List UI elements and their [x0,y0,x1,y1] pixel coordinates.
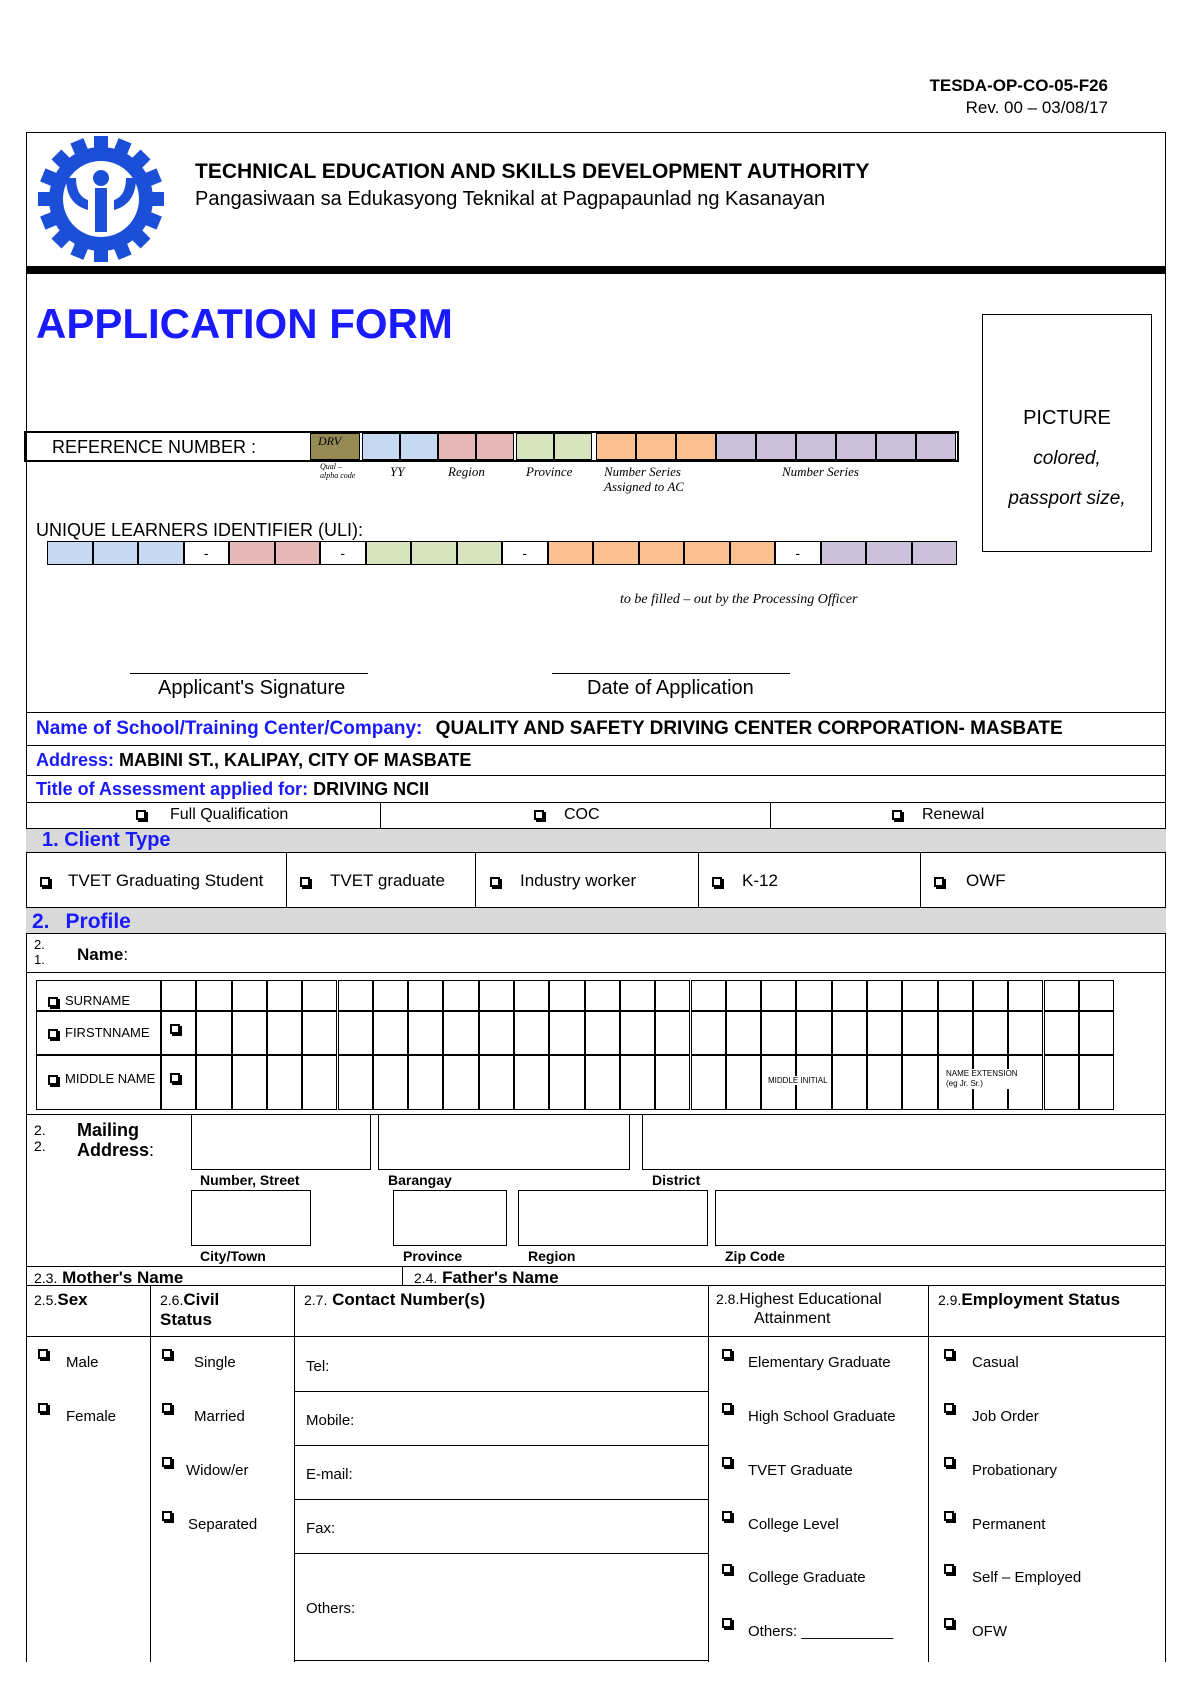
emp-ofw[interactable]: OFW [944,1614,1007,1631]
ref-number-cell[interactable] [596,433,636,460]
row-line [26,1336,1166,1337]
ref-number-cell[interactable] [756,433,796,460]
name-letter-cell[interactable] [726,1055,761,1110]
ref-number-cell[interactable] [916,433,956,460]
edu-tvet[interactable]: TVET Graduate [722,1453,853,1470]
name-letter-cell[interactable] [408,1011,443,1055]
checkbox-icon[interactable] [162,1511,172,1521]
name-letter-cell[interactable] [232,1011,267,1055]
option-full-qualification[interactable]: Full Qualification [136,806,288,824]
uli-cell[interactable] [138,541,184,565]
name-letter-cell[interactable] [585,1011,620,1055]
name-letter-cell[interactable] [761,980,796,1011]
uli-dash: - [502,541,548,565]
name-letter-cell[interactable] [549,980,584,1011]
education-header: 2.8.Highest Educational Attainment [716,1291,882,1327]
name-letter-cell[interactable] [232,1055,267,1110]
client-tvet-graduating[interactable]: TVET Graduating Student [40,871,263,891]
uli-cell[interactable] [912,541,958,565]
name-letter-cell[interactable] [338,1055,373,1110]
checkbox-icon[interactable] [934,877,944,887]
picture-label: PICTURE [1023,407,1111,429]
row-line [294,1391,708,1392]
contact-fax: Fax: [306,1520,336,1537]
name-letter-cell[interactable] [373,1055,408,1110]
name-letter-cell[interactable] [161,980,196,1011]
agency-subname: Pangasiwaan sa Edukasyong Teknikal at Pagpapaunlad ng Kasanayan [195,188,826,210]
checkbox-icon[interactable] [944,1618,954,1628]
province-label: Province [403,1248,463,1264]
name-letter-cell[interactable] [338,980,373,1011]
checkbox-icon[interactable] [722,1564,732,1574]
row-line [294,1499,708,1500]
ref-number-cell[interactable] [516,433,554,460]
name-letter-cell[interactable] [832,980,867,1011]
sex-header: 2.5.Sex [34,1290,88,1309]
name-letter-cell[interactable] [1079,1055,1114,1110]
name-letter-cell[interactable] [585,980,620,1011]
civil-married[interactable]: Married [162,1399,245,1416]
checkbox-icon[interactable] [162,1403,172,1413]
school-value: QUALITY AND SAFETY DRIVING CENTER CORPORATION- MASBATE [435,718,1063,739]
name-letter-cell[interactable] [620,1055,655,1110]
mailing-num: 2. 2. [34,1122,46,1154]
name-letter-cell[interactable] [1044,980,1079,1011]
name-letter-cell[interactable] [267,980,302,1011]
edu-highschool[interactable]: High School Graduate [722,1399,896,1416]
ref-number-cell[interactable] [362,433,400,460]
name-letter-cell[interactable] [514,980,549,1011]
uli-cell[interactable] [821,541,867,565]
name-letter-cell[interactable] [479,980,514,1011]
tel-input[interactable] [296,1394,706,1442]
profile-band [26,907,1166,934]
picture-colored: colored, [1033,448,1101,469]
civil-single[interactable]: Single [162,1345,236,1362]
client-type-heading: 1. Client Type [42,829,171,851]
emp-self-employed[interactable]: Self – Employed [944,1560,1081,1577]
assessment-row [36,779,429,800]
caption-province: Province [526,464,573,479]
name-letter-cell[interactable] [514,1055,549,1110]
checkbox-icon [48,997,58,1007]
col-line [380,802,381,828]
name-letter-cell[interactable] [267,1011,302,1055]
name-letter-cell[interactable] [232,980,267,1011]
checkbox-icon[interactable] [490,877,500,887]
uli-dash: - [184,541,230,565]
middle-initial-label: MIDDLE INITIAL [768,1076,828,1085]
emp-probationary[interactable]: Probationary [944,1453,1057,1470]
name-letter-cell[interactable] [549,1011,584,1055]
ref-number-cell[interactable] [876,433,916,460]
col-line [475,853,476,907]
edu-college-graduate[interactable]: College Graduate [722,1560,866,1577]
form-code: TESDA-OP-CO-05-F26 [929,76,1108,95]
reference-prefix: DRV [318,434,342,448]
name-letter-cell[interactable] [302,1011,337,1055]
checkbox-icon[interactable] [722,1511,732,1521]
client-industry-worker[interactable]: Industry worker [490,871,636,891]
name-letter-cell[interactable] [726,980,761,1011]
uli-dash: - [320,541,366,565]
client-owf[interactable]: OWF [934,871,1006,891]
province-field[interactable] [393,1190,507,1246]
row-line [294,1660,708,1661]
region-label: Region [528,1248,576,1264]
name-extension-label: NAME EXTENSION (eg Jr. Sr.) [946,1069,1018,1088]
date-line[interactable] [552,673,790,674]
date-label: Date of Application [587,677,754,699]
name-letter-cell[interactable] [902,1055,937,1110]
name-letter-cell[interactable] [196,980,231,1011]
name-letter-cell[interactable] [796,980,831,1011]
ref-number-cell[interactable] [836,433,876,460]
checkbox-icon[interactable] [534,810,544,820]
name-letter-cell[interactable] [408,1055,443,1110]
col-line [920,853,921,907]
contact-others: Others: [306,1600,356,1617]
edu-others[interactable]: Others: ___________ [722,1614,893,1631]
frame-left [26,132,27,1662]
checkbox-icon [48,1029,58,1039]
ref-number-cell[interactable] [400,433,438,460]
number-street-field[interactable] [191,1114,371,1170]
row-line [26,775,1166,776]
caption-series: Number Series [782,464,859,479]
name-letter-cell[interactable] [832,1011,867,1055]
emp-casual[interactable]: Casual [944,1345,1019,1362]
col-line [150,1285,151,1662]
name-letter-cell[interactable] [691,980,726,1011]
middle-cell-checkbox[interactable] [170,1069,180,1087]
firstname-label: FIRSTNNAME [48,1025,150,1040]
row-line [26,1266,1166,1267]
name-letter-cell[interactable] [373,980,408,1011]
checkbox-icon[interactable] [38,1349,48,1359]
picture-size: passport size, [1008,488,1126,509]
col-line [770,802,771,828]
checkbox-icon[interactable] [712,877,722,887]
name-letter-cell[interactable] [302,980,337,1011]
picture-box[interactable] [982,314,1152,552]
zip-field[interactable] [715,1190,1166,1246]
uli-cell[interactable] [93,541,139,565]
uli-cell[interactable] [366,541,412,565]
ref-number-cell[interactable] [476,433,514,460]
name-letter-cell[interactable] [938,1011,973,1055]
mother-row[interactable]: 2.3. Mother's Name [34,1268,184,1287]
uli-cell[interactable] [229,541,275,565]
sex-female[interactable]: Female [38,1399,116,1416]
name-letter-cell[interactable] [443,980,478,1011]
row-line [294,1553,708,1554]
name-letter-cell[interactable] [867,980,902,1011]
civil-header: 2.6.Civil Status [160,1290,220,1329]
civil-widow[interactable]: Widow/er [162,1453,249,1470]
name-letter-cell[interactable] [267,1055,302,1110]
frame-top [26,132,1166,133]
contact-tel: Tel: [306,1358,330,1375]
uli-cell[interactable] [47,541,93,565]
name-letter-cell[interactable] [443,1011,478,1055]
name-letter-cell[interactable] [1079,1011,1114,1055]
name-letter-cell[interactable] [408,980,443,1011]
name-letter-cell[interactable] [832,1055,867,1110]
checkbox-icon[interactable] [944,1511,954,1521]
name-letter-cell[interactable] [620,1011,655,1055]
signature-line[interactable] [130,673,368,674]
row-line [26,712,1166,713]
name-letter-cell[interactable] [443,1055,478,1110]
name-letter-cell[interactable] [655,1055,690,1110]
ref-number-cell[interactable] [716,433,756,460]
employment-header: 2.9.Employment Status [938,1290,1121,1309]
name-letter-cell[interactable] [902,980,937,1011]
address-label: Address: [36,750,115,770]
city-label: City/Town [200,1248,266,1264]
ref-number-cell[interactable] [676,433,716,460]
ref-number-cell[interactable] [636,433,676,460]
name-letter-cell[interactable] [938,980,973,1011]
caption-series-ac: Number Series Assigned to AC [604,464,684,494]
father-row[interactable]: 2.4. Father's Name [414,1268,559,1287]
name-letter-cell[interactable] [867,1055,902,1110]
contact-email: E-mail: [306,1466,353,1483]
option-renewal[interactable]: Renewal [892,806,984,824]
revision: Rev. 00 – 03/08/17 [965,98,1108,117]
frame-right [1165,132,1166,1662]
name-letter-cell[interactable] [1079,980,1114,1011]
uli-dash: - [775,541,821,565]
ref-number-cell[interactable] [438,433,476,460]
firstname-cell-checkbox[interactable] [170,1020,180,1038]
row-line [26,745,1166,746]
name-letter-cell[interactable] [973,980,1008,1011]
number-street-label: Number, Street [200,1172,300,1188]
checkbox-icon[interactable] [170,1073,180,1083]
edu-college-level[interactable]: College Level [722,1507,839,1524]
signature-label: Applicant's Signature [158,677,346,699]
client-tvet-graduate[interactable]: TVET graduate [300,871,445,891]
name-letter-cell[interactable] [549,1055,584,1110]
checkbox-icon[interactable] [170,1024,180,1034]
col-line [928,1285,929,1662]
checkbox-icon[interactable] [722,1457,732,1467]
ref-number-cell[interactable] [796,433,836,460]
caption-yy: YY [390,464,405,479]
profile-heading: 2. Profile [32,910,131,933]
uli-cell[interactable] [866,541,912,565]
name-letter-cell[interactable] [761,1011,796,1055]
mailing-heading: Mailing Address: [77,1120,155,1160]
edu-elementary[interactable]: Elementary Graduate [722,1345,891,1362]
client-type-band [26,828,1166,853]
name-letter-cell[interactable] [1044,1011,1079,1055]
col-line [402,1266,403,1285]
row-line [26,1285,1166,1286]
checkbox-icon[interactable] [944,1403,954,1413]
district-label: District [652,1172,701,1188]
col-line [294,1285,295,1662]
row-line [294,1445,708,1446]
checkbox-icon[interactable] [944,1457,954,1467]
uli-cell[interactable] [639,541,685,565]
barangay-label: Barangay [388,1172,452,1188]
checkbox-icon [48,1075,58,1085]
barangay-field[interactable] [378,1114,630,1170]
uli-cell[interactable] [275,541,321,565]
assessment-label: Title of Assessment applied for: [36,779,309,799]
name-letter-cell[interactable] [514,1011,549,1055]
name-letter-cell[interactable] [196,1011,231,1055]
name-letter-cell[interactable] [973,1011,1008,1055]
checkbox-icon[interactable] [944,1564,954,1574]
civil-separated[interactable]: Separated [162,1507,257,1524]
name-letter-cell[interactable] [1008,1011,1043,1055]
name-heading: Name: [77,945,129,964]
row-line [26,972,1166,973]
sex-male[interactable]: Male [38,1345,99,1362]
ref-number-cell[interactable] [554,433,592,460]
caption-region: Region [448,464,485,479]
name-letter-cell[interactable] [691,1011,726,1055]
name-letter-cell[interactable] [655,980,690,1011]
contact-header: 2.7. Contact Number(s) [304,1290,486,1309]
uli-cell[interactable] [593,541,639,565]
checkbox-icon[interactable] [722,1349,732,1359]
processing-note: to be filled – out by the Processing Officer [620,592,858,607]
name-num: 2. 1. [34,937,45,967]
checkbox-icon[interactable] [136,810,146,820]
name-letter-cell[interactable] [726,1011,761,1055]
name-letter-cell[interactable] [479,1011,514,1055]
name-letter-cell[interactable] [1044,1055,1079,1110]
contact-mobile: Mobile: [306,1412,355,1429]
uli-cell[interactable] [411,541,457,565]
name-letter-cell[interactable] [867,1011,902,1055]
address-row [36,750,471,771]
checkbox-icon[interactable] [944,1349,954,1359]
checkbox-icon[interactable] [38,1403,48,1413]
checkbox-icon[interactable] [300,877,310,887]
assessment-value: DRIVING NCII [313,779,430,799]
uli-cell[interactable] [684,541,730,565]
name-letter-cell[interactable] [655,1011,690,1055]
surname-label: SURNAME [48,993,130,1008]
middle-label: MIDDLE NAME [48,1070,158,1088]
col-line [286,853,287,907]
emp-job-order[interactable]: Job Order [944,1399,1039,1416]
checkbox-icon[interactable] [162,1457,172,1467]
tesda-gear-logo-icon [36,134,166,264]
uli-cell[interactable] [548,541,594,565]
caption-qual: Qual – alpha code [320,462,356,480]
name-letter-cell[interactable] [1008,980,1043,1011]
school-row [36,718,1063,740]
name-letter-cell[interactable] [691,1055,726,1110]
school-label: Name of School/Training Center/Company: [36,718,423,739]
name-letter-cell[interactable] [479,1055,514,1110]
address-value: MABINI ST., KALIPAY, CITY OF MASBATE [119,750,472,770]
uli-cell[interactable] [730,541,776,565]
name-letter-cell[interactable] [585,1055,620,1110]
region-field[interactable] [518,1190,708,1246]
row-line [26,802,1166,803]
agency-name: TECHNICAL EDUCATION AND SKILLS DEVELOPMENT AUTHORITY [195,160,870,183]
checkbox-icon[interactable] [722,1618,732,1628]
name-letter-cell[interactable] [196,1055,231,1110]
option-coc[interactable]: COC [534,806,600,824]
checkbox-icon[interactable] [722,1403,732,1413]
checkbox-icon[interactable] [40,877,50,887]
emp-permanent[interactable]: Permanent [944,1507,1045,1524]
name-letter-cell[interactable] [338,1011,373,1055]
checkbox-icon[interactable] [162,1349,172,1359]
col-line [698,853,699,907]
reference-label: REFERENCE NUMBER : [52,437,257,457]
col-line [708,1285,709,1662]
header-rule [26,266,1166,274]
name-letter-cell[interactable] [620,980,655,1011]
page-title: APPLICATION FORM [36,300,453,347]
name-letter-cell[interactable] [373,1011,408,1055]
checkbox-icon[interactable] [892,810,902,820]
uli-cell[interactable] [457,541,503,565]
zip-label: Zip Code [725,1248,785,1264]
name-letter-cell[interactable] [302,1055,337,1110]
client-k12[interactable]: K-12 [712,871,778,891]
name-letter-cell[interactable] [796,1011,831,1055]
city-field[interactable] [191,1190,311,1246]
uli-label: UNIQUE LEARNERS IDENTIFIER (ULI): [36,520,364,540]
name-letter-cell[interactable] [902,1011,937,1055]
district-field[interactable] [642,1114,1166,1170]
